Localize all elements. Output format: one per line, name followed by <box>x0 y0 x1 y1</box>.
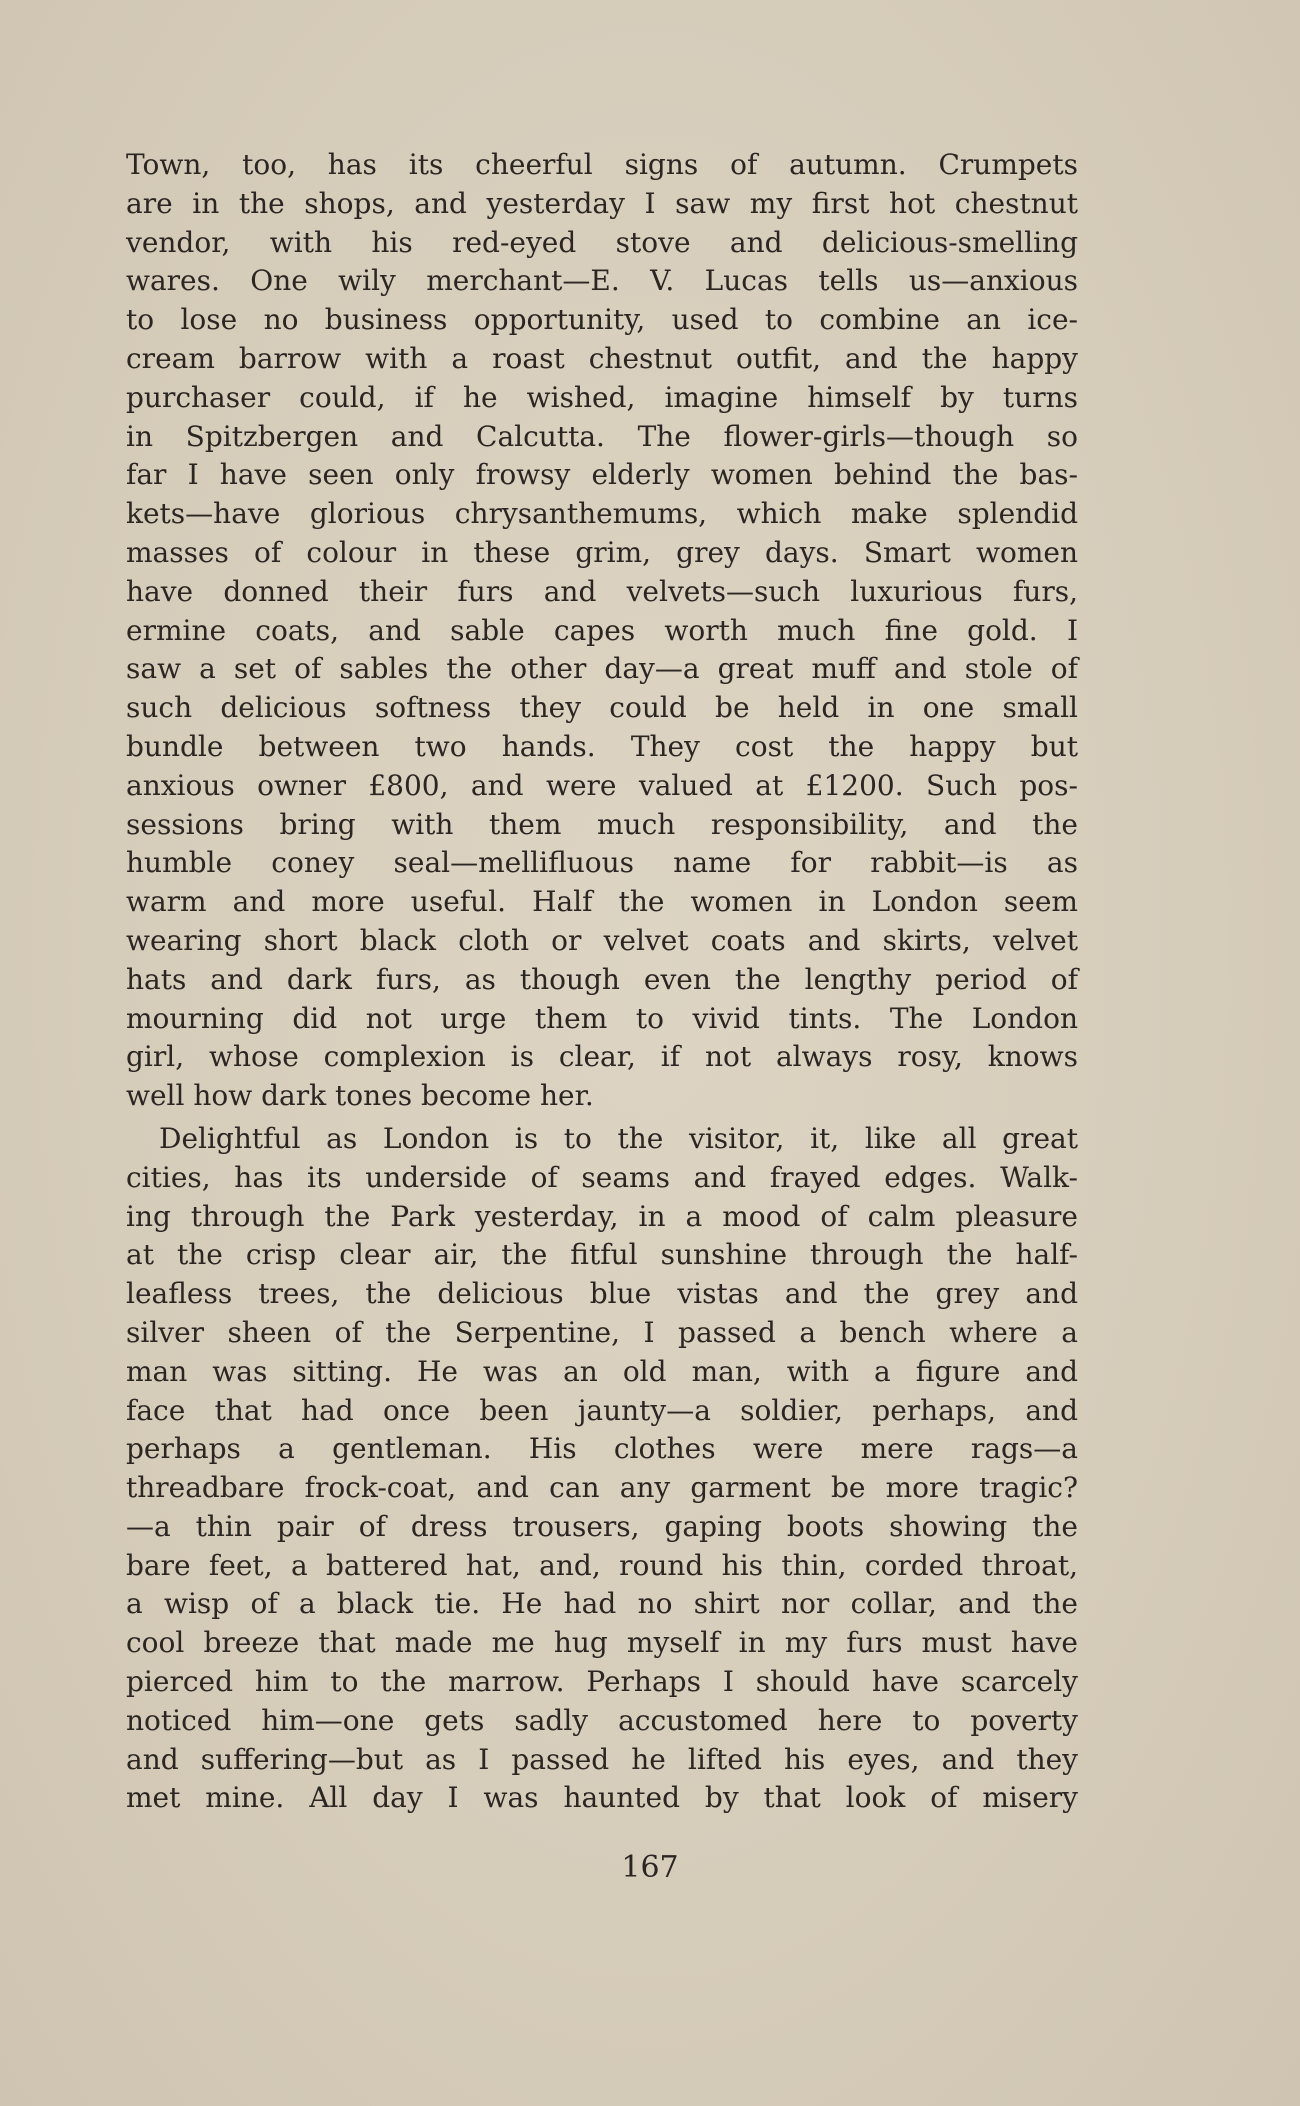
text-line: vendor, with his red-eyed stove and delicious-smelling <box>126 225 1078 259</box>
page-number: 167 <box>621 1850 679 1885</box>
text-line: purchaser could, if he wished, imagine himself by turns <box>126 380 1078 414</box>
text-line: silver sheen of the Serpentine, I passed a bench where a <box>126 1315 1078 1349</box>
text-line: far I have seen only frowsy elderly women behind the bas- <box>126 458 1078 492</box>
text-line: —a thin pair of dress trousers, gaping boots showing the <box>126 1509 1078 1543</box>
text-line: humble coney seal—mellifluous name for rabbit—is as <box>126 846 1078 880</box>
text-line: well how dark tones become her. <box>126 1079 594 1113</box>
body-text <box>126 146 1078 1818</box>
text-line: mourning did not urge them to vivid tints. The London <box>126 1001 1078 1035</box>
text-line: Town, too, has its cheerful signs of autumn. Crumpets <box>126 148 1078 181</box>
paragraph <box>126 146 1078 1116</box>
text-line: bundle between two hands. They cost the happy but <box>126 729 1078 763</box>
text-line: face that had once been jaunty—a soldier, perhaps, and <box>126 1393 1078 1427</box>
text-line: perhaps a gentleman. His clothes were mere rags—a <box>126 1432 1078 1466</box>
text-line: sessions bring with them much responsibility, and the <box>126 807 1078 841</box>
paragraph <box>126 1120 1078 1818</box>
text-line: Delightful as London is to the visitor, it, like all great <box>159 1121 1078 1155</box>
text-line: masses of colour in these grim, grey days. Smart women <box>126 535 1078 569</box>
text-line: cool breeze that made me hug myself in my furs must have <box>126 1626 1078 1660</box>
text-line: girl, whose complexion is clear, if not always rosy, knows <box>126 1040 1078 1074</box>
text-line: ing through the Park yesterday, in a mood of calm pleasure <box>126 1199 1078 1233</box>
text-line: pierced him to the marrow. Perhaps I should have scarcely <box>126 1665 1078 1699</box>
text-line: and suffering—but as I passed he lifted his eyes, and they <box>126 1742 1078 1776</box>
text-line: wearing short black cloth or velvet coats and skirts, velvet <box>126 923 1078 957</box>
text-line: anxious owner £800, and were valued at £1200. Such pos- <box>126 768 1078 802</box>
text-line: at the crisp clear air, the fitful sunshine through the half- <box>126 1238 1078 1272</box>
text-line: man was sitting. He was an old man, with a figure and <box>126 1354 1078 1388</box>
text-line: cream barrow with a roast chestnut outfit, and the happy <box>126 341 1078 375</box>
text-line: wares. One wily merchant—E. V. Lucas tells us—anxious <box>126 264 1078 298</box>
text-line: are in the shops, and yesterday I saw my first hot chestnut <box>126 186 1078 220</box>
text-line: leafless trees, the delicious blue vistas and the grey and <box>126 1277 1078 1311</box>
text-line: a wisp of a black tie. He had no shirt nor collar, and the <box>126 1587 1078 1621</box>
text-line: ermine coats, and sable capes worth much fine gold. I <box>126 613 1078 647</box>
text-line: kets—have glorious chrysanthemums, which make splendid <box>126 497 1078 531</box>
text-line: such delicious softness they could be held in one small <box>126 691 1078 725</box>
text-line: hats and dark furs, as though even the lengthy period of <box>126 962 1078 996</box>
text-line: threadbare frock-coat, and can any garment be more tragic? <box>126 1471 1078 1505</box>
text-line: met mine. All day I was haunted by that look of misery <box>126 1781 1078 1815</box>
text-line: warm and more useful. Half the women in London seem <box>126 885 1078 919</box>
text-line: bare feet, a battered hat, and, round his thin, corded throat, <box>126 1548 1078 1582</box>
text-line: to lose no business opportunity, used to combine an ice- <box>126 303 1078 337</box>
text-line: cities, has its underside of seams and frayed edges. Walk- <box>126 1160 1078 1194</box>
text-line: noticed him—one gets sadly accustomed here to poverty <box>126 1703 1078 1737</box>
text-line: in Spitzbergen and Calcutta. The flower-girls—though so <box>126 419 1078 453</box>
text-line: saw a set of sables the other day—a great muff and stole of <box>126 652 1078 686</box>
text-line: have donned their furs and velvets—such luxurious furs, <box>126 574 1078 608</box>
